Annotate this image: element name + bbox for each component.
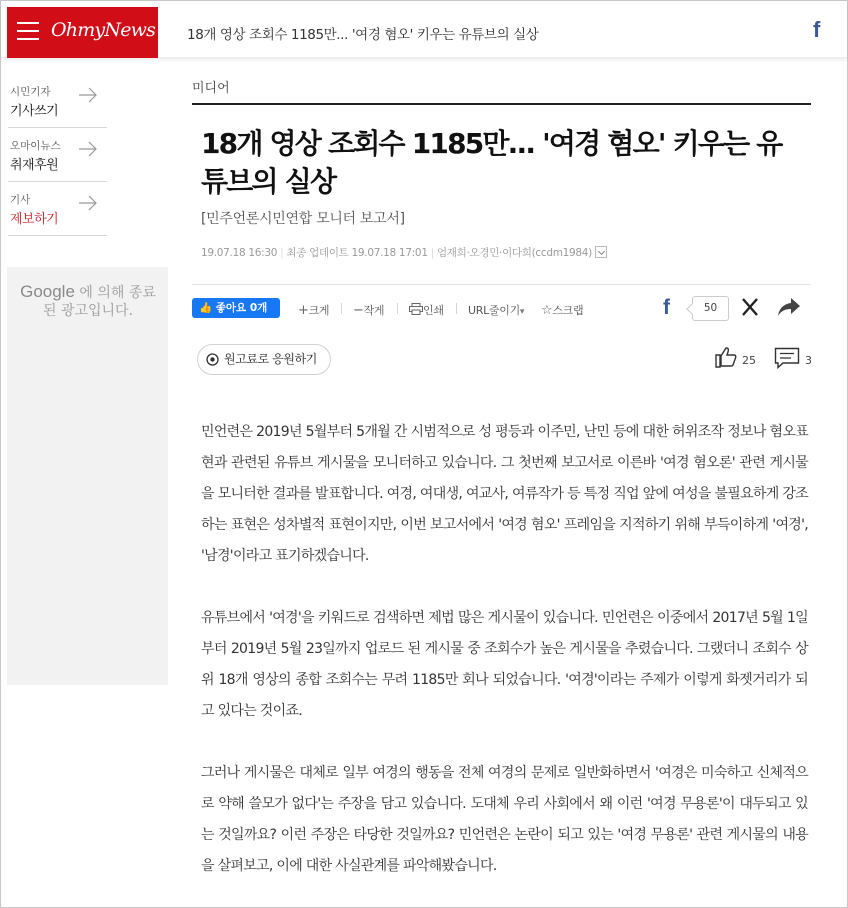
support-label: 원고료로 응원하기 xyxy=(224,352,317,366)
minus-icon: − xyxy=(353,303,364,318)
x-share-icon[interactable] xyxy=(741,297,759,317)
article-title: 18개 영상 조회수 1185만... '여경 혐오' 키우는 유튜브의 실상 xyxy=(201,127,782,198)
top-header xyxy=(1,1,847,58)
article-body xyxy=(201,417,808,908)
like-button-label: 좋아요 0개 xyxy=(215,302,268,314)
facebook-share-icon[interactable]: f xyxy=(663,296,670,319)
google-wordmark: Google xyxy=(20,282,75,301)
font-smaller-button[interactable] xyxy=(353,302,384,318)
plus-icon: + xyxy=(298,303,309,318)
support-button[interactable] xyxy=(197,344,331,375)
like-count: 25 xyxy=(742,354,756,367)
sidebar-item-label: 기사쓰기 xyxy=(10,104,59,119)
article-paragraph: 유튜브에서 '여경'을 키워드로 검색하면 제법 많은 게시물이 있습니다. 민언련은 이중에서 2017년 5월 1일부터 2019년 5월 23일까지 업로드 된 게시물 중 조회수가 높은 게시물을 추렸습니다. 그랬더니 조회수 상위 18개 영상의 종합 조회수는 무려 1185만 회나 되었습니다. '여경'이라는 주제가 이렇게 화젯거리가 되고 있다는 것이죠. xyxy=(201,610,808,719)
scrap-label: 스크랩 xyxy=(552,304,584,317)
article-paragraph: 그러나 게시물은 대체로 일부 여경의 행동을 전체 여경의 문제로 일반화하면서 '여경은 미숙하고 신체적으로 약해 쓸모가 없다'는 주장을 담고 있습니다. 도대체 우리 사회에서 왜 이런 '여경 무용론'이 대두되고 있는 것일까요? 이런 주장은 타당한 것일까요? 민언련은 논란이 되고 있는 '여경 무용론' 관련 게시물의 내용을 살펴보고, 이에 대한 사실관계를 파악해봤습니다. xyxy=(201,765,808,874)
author-names[interactable]: 엄재희·오경민·이다희(ccdm1984) xyxy=(436,247,592,259)
printer-icon xyxy=(409,303,423,315)
arrow-right-icon xyxy=(78,86,98,104)
facebook-icon[interactable]: f xyxy=(813,17,821,42)
chevron-down-icon: ▾ xyxy=(519,307,525,317)
coin-icon xyxy=(206,353,219,366)
star-icon: ☆ xyxy=(541,303,553,318)
print-label: 인쇄 xyxy=(423,304,444,317)
header-article-title: 18개 영상 조회수 1185만... '여경 혐오' 키우는 유튜브의 실상 xyxy=(187,27,539,43)
arrow-right-icon xyxy=(78,140,98,158)
sidebar-item-small-label: 기사 xyxy=(10,194,31,206)
sidebar-item-support[interactable] xyxy=(8,128,107,182)
font-smaller-label: 작게 xyxy=(363,304,385,317)
font-bigger-button[interactable] xyxy=(298,302,329,318)
sidebar-item-label: 제보하기 xyxy=(10,212,59,227)
print-button[interactable] xyxy=(409,302,444,318)
ad-placeholder xyxy=(7,267,168,685)
updated-time: 최종 업데이트 19.07.18 17:01 xyxy=(286,247,428,259)
share-count-badge: 50 xyxy=(692,296,729,321)
comment-count: 3 xyxy=(805,354,812,367)
hamburger-menu-icon[interactable] xyxy=(17,22,39,42)
section-label[interactable]: 미디어 xyxy=(192,81,230,96)
url-shorten-button[interactable] xyxy=(468,302,524,318)
toolbar-separator xyxy=(456,303,457,314)
article-meta: 19.07.18 16:30 | 최종 업데이트 19.07.18 17:01 | 엄재희·오경민·이다희(ccdm1984) xyxy=(201,245,607,260)
meta-divider xyxy=(192,284,811,285)
ad-closed-message xyxy=(17,283,159,320)
like-icon[interactable] xyxy=(714,345,738,369)
toolbar-separator xyxy=(341,303,342,314)
sidebar-item-small-label: 시민기자 xyxy=(10,86,51,98)
logo-box[interactable] xyxy=(7,7,158,58)
sidebar-item-report[interactable] xyxy=(8,182,107,236)
sidebar-item-label: 취재후원 xyxy=(10,158,59,173)
arrow-right-icon xyxy=(78,194,98,212)
ad-closed-text: 에 의해 종료된 광고입니다. xyxy=(42,285,156,319)
article-subtitle: [민주언론시민연합 모니터 보고서] xyxy=(201,211,405,227)
share-arrow-icon[interactable] xyxy=(777,297,801,317)
facebook-like-button[interactable] xyxy=(192,298,280,318)
article-paragraph: 민언련은 2019년 5월부터 5개월 간 시범적으로 성 평등과 이주민, 난민 등에 대한 허위조작 정보나 혐오표현과 관련된 유튜브 게시물을 모니터하고 있습니다. 그 첫번째 보고서로 이른바 '여경 혐오론' 관련 게시물을 모니터한 결과를 발표합니다. 여경, 여대생, 여교사, 여류작가 등 특정 직업 앞에 여성을 불필요하게 강조하는 표현은 성차별적 표현이지만, 이번 보고서에서 '여경 혐오' 프레임을 지적하기 위해 부득이하게 '여경', '남경'이라고 표기하겠습니다. xyxy=(201,424,808,564)
published-time: 19.07.18 16:30 xyxy=(201,247,278,259)
thumbs-up-icon: 👍 xyxy=(199,302,213,314)
url-shorten-label: URL줄이기 xyxy=(468,304,520,317)
comment-icon[interactable] xyxy=(774,347,800,369)
font-bigger-label: 크게 xyxy=(308,304,330,317)
toolbar-separator xyxy=(397,303,398,314)
section-divider xyxy=(192,103,811,105)
sidebar-item-small-label: 오마이뉴스 xyxy=(10,140,61,152)
logo[interactable]: OhmyNews xyxy=(51,19,156,41)
author-toggle-icon[interactable] xyxy=(595,246,607,258)
sidebar-item-write[interactable] xyxy=(8,74,107,128)
scrap-button[interactable] xyxy=(541,302,583,318)
